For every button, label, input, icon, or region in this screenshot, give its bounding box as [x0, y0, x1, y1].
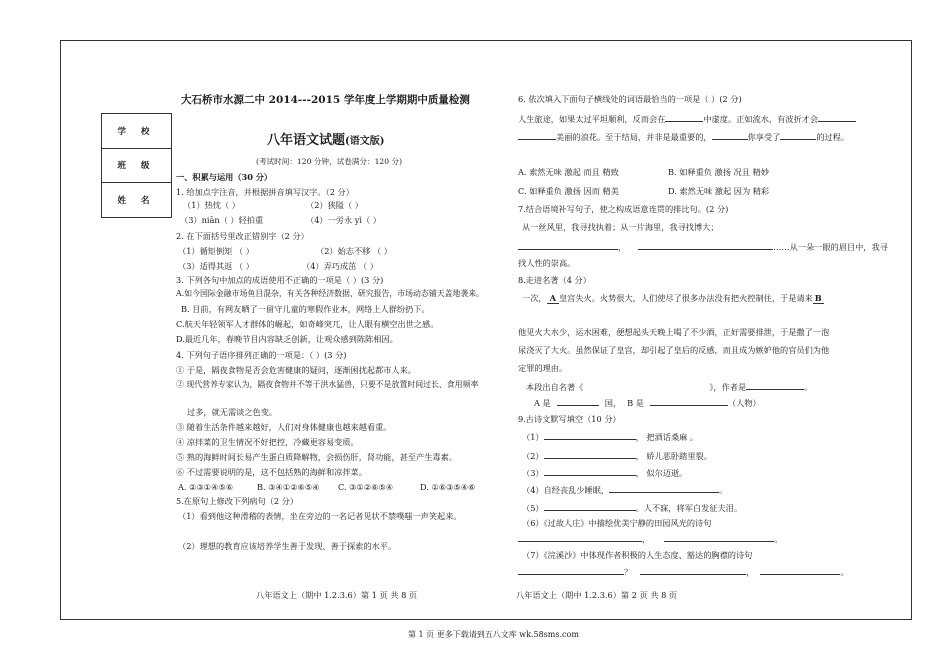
- q9-item-4: [522, 484, 727, 496]
- q6-line-1-a: 人生旅途，如果太过平坦顺利，反而会在: [518, 114, 666, 124]
- q8-source-c: 。: [804, 382, 813, 392]
- q2-c: （3）适得其返 （ ）: [178, 261, 254, 271]
- class-cell: 班 级: [102, 149, 171, 184]
- q6-line-1-b: 中虚度。正如流水，有波折才会: [703, 114, 819, 124]
- q9-7-end: 。: [840, 567, 849, 577]
- q3-option-d: D.最近几年，春晚节目内容缺乏创新，让观众感到陈陈相因。: [176, 334, 398, 344]
- q9-3-text: ， 似尔迈逝。: [635, 468, 688, 478]
- q9-item-3: [522, 467, 687, 479]
- q7-blank-2[interactable]: [638, 241, 773, 250]
- q9-5-num: （5）: [522, 503, 544, 513]
- q8-ab-d: （人物）: [727, 398, 761, 408]
- q6-blank-3[interactable]: [518, 131, 556, 140]
- q9-6-blank-1[interactable]: [518, 533, 642, 542]
- q2-a: （1）循矩倒矩 （ ）: [178, 246, 254, 256]
- q8-para-1-a: 一次，: [522, 293, 547, 303]
- q9-6-blank-2[interactable]: [664, 533, 774, 542]
- q6-line-1: [518, 113, 856, 125]
- q8-source: [526, 381, 812, 393]
- q7-blank-1[interactable]: [518, 241, 618, 250]
- q8-para-4: 定罪的理由。: [518, 363, 568, 373]
- q6-line-2-a: 美丽的浪花。至于结局，并非是最重要的，: [556, 132, 712, 142]
- q8-a-blank[interactable]: [557, 397, 599, 406]
- q6-option-c: C. 如释重负 激扬 因而 精美: [518, 186, 619, 196]
- q9-4-end: 。: [719, 485, 728, 495]
- q9-5-text: 。人不寐，将军白发征夫泪。: [635, 503, 743, 513]
- q9-7-q: ？: [624, 567, 633, 577]
- question-6: 6. 依次填入下面句子横线处的词语最恰当的一项是（ ）(2 分): [518, 94, 742, 104]
- q9-6-comma: ，: [642, 534, 651, 544]
- q5-sentence-1: （1）看到他这种滑稽的表情，坐在旁边的一名记者见状不禁噗嗤一声笑起来。: [178, 511, 462, 521]
- name-cell: 姓 名: [117, 195, 156, 206]
- q4-option-a: A. ②③①④⑤⑥: [178, 482, 234, 492]
- q6-option-d: D. 索然无味 激起 因为 精彩: [668, 186, 770, 196]
- q9-1-blank[interactable]: [544, 431, 636, 440]
- question-3: 3. 下列各句中加点的成语使用不正确的一项是（ ）(3 分): [176, 275, 384, 285]
- q8-para-2: 他见火大水少，运水困难，便想起头天晚上喝了不少酒，正好需要排泄，于是撒了一泡: [518, 327, 830, 337]
- q9-3-num: （3）: [522, 468, 544, 478]
- q8-para-1-b: 皇宫失火。火势很大，人们使尽了很多办法没有把火控制住，于是请来: [558, 293, 813, 303]
- q9-7-blank-3[interactable]: [760, 566, 840, 575]
- q9-5-blank[interactable]: [544, 502, 636, 511]
- q9-item-7-blanks: [518, 566, 849, 578]
- q8-ab-b: 国，: [604, 398, 622, 408]
- question-9: 9.古诗文默写填空（10 分）: [518, 414, 621, 424]
- q9-1-num: （1）: [522, 432, 544, 442]
- q8-ab-a: A 是: [534, 398, 551, 408]
- q4-option-d: D. ①⑥③⑤④⑥: [420, 482, 476, 492]
- q6-line-2-b: 你享受了: [747, 132, 781, 142]
- left-page-footer: 八年语文上（期中 1.2.3.6）第 1 页 共 8 页: [256, 590, 418, 600]
- q7-line-1: 从一丝风里，我寻找执着；从一片海里，我寻找博大；: [522, 222, 719, 232]
- q7-line-2-a: ，: [618, 242, 627, 252]
- q9-2-text: ， 娇儿恶卧踏里裂。: [635, 451, 712, 461]
- q8-source-a: 本段出自名著《: [526, 382, 584, 392]
- q9-item-6: （6）《过故人庄》中描绘优美宁静的田园风光的诗句: [522, 518, 712, 528]
- q4-option-b: B. ③④①②⑥⑤④: [257, 482, 320, 492]
- q8-b-blank[interactable]: [650, 397, 728, 406]
- q6-line-2: [518, 131, 849, 143]
- q4-item-6: ⑥ 不过需要说明的是，这不包括熟的海鲜和凉拌菜。: [176, 467, 367, 477]
- q4-item-3: ③ 随着生活条件越来越好，人们对身体健康也越来越看重。: [176, 422, 392, 432]
- school-cell: 学 校: [102, 114, 171, 149]
- q9-2-num: （2）: [522, 451, 544, 461]
- q8-author-blank[interactable]: [746, 381, 804, 390]
- question-8: 8.走进名著（4 分）: [518, 275, 591, 285]
- q9-3-blank[interactable]: [544, 467, 636, 476]
- q7-line-2-b: ……从一朵一眼的眉目中，我寻: [773, 242, 888, 252]
- question-4: 4. 下列句子语序排列正确的一项是：（ ）(3 分): [176, 350, 347, 360]
- q2-d: （4）弄巧成茁 （ ）: [302, 261, 378, 271]
- school-title: 大石桥市水源二中 2014---2015 学年度上学期期中质量检测: [181, 94, 470, 106]
- q4-item-2: ② 现代营养专家认为，隔夜食物并不等于洪水猛兽，只要不是放置时间过长、食用频率: [176, 380, 479, 389]
- q6-option-b: B. 如释重负 激扬 况且 精妙: [668, 167, 769, 177]
- q3-option-b: B. 目前，有网友晒了一留守儿童的寒假作业本，网络上人群纷扔下。: [181, 304, 430, 314]
- right-page-footer: 八年语文上（期中 1.2.3.6）第 2 页 共 8 页: [516, 590, 678, 600]
- q9-item-6-blanks: [518, 533, 782, 545]
- q9-item-7: （7）《浣溪沙》中体现作者积极的人生态度、豁达的胸襟的诗句: [522, 550, 753, 560]
- question-2: 2. 在下面括号里改正错别字（2 分）: [176, 231, 309, 241]
- q8-ab-c: B 是: [627, 398, 644, 408]
- q7-line-3: 找人性的崇高。: [518, 258, 576, 268]
- q9-item-5: [522, 502, 742, 514]
- exam-meta: (考试时间：120 分钟，试卷满分：120 分): [256, 157, 403, 166]
- q9-1-text: ， 把酒话桑麻 。: [635, 432, 699, 442]
- q7-line-2: [518, 241, 888, 253]
- q8-mark-a: A: [547, 293, 559, 304]
- section-1-heading: 一、积累与运用（30 分）: [176, 172, 273, 182]
- q9-6-end: 。: [774, 534, 783, 544]
- q1-c: （3）niān（ ）轻拍重: [180, 215, 264, 225]
- q9-item-1: [522, 431, 698, 443]
- question-1: 1. 给加点字注音，并根据拼音填写汉字。（2 分）: [176, 187, 354, 197]
- question-7: 7.结合语境补写句子，使之构成语意连贯的排比句。(2 分): [518, 204, 729, 214]
- exam-version: (语文版): [345, 136, 385, 147]
- q8-mark-b: B: [814, 293, 822, 303]
- q8-para-3: 尿浇灭了大火。虽然保证了皇宫，却引起了皇后的反感，而且成为嫉妒他的官员们为他: [518, 345, 830, 355]
- q9-4-text: （4）自经丧乱少睡眠，: [522, 485, 610, 495]
- exam-title-main: 八年语文试题: [267, 133, 346, 148]
- q9-4-blank[interactable]: [609, 484, 719, 493]
- q9-7-blank-1[interactable]: [518, 566, 624, 575]
- q8-para-1: [522, 293, 824, 304]
- q6-blank-4[interactable]: [712, 131, 748, 140]
- q3-option-c: C.航天年轻领军人才群体的崛起，如奇峰突兀，让人眼有横空出世之感。: [176, 319, 439, 329]
- q1-a: （1）热忱（ ）: [183, 200, 240, 210]
- q6-blank-5[interactable]: [780, 131, 816, 140]
- q6-blank-2[interactable]: [818, 113, 856, 122]
- q9-item-2: [522, 450, 712, 462]
- q4-item-1: ① 于是，隔夜食物是否会危害健康的疑问，逐渐困扰起都市人来。: [176, 365, 417, 375]
- q9-7-comma: ，: [746, 567, 755, 577]
- q9-7-blank-2[interactable]: [640, 566, 746, 575]
- q8-ab: [534, 397, 761, 409]
- q4-option-c: C. ③①②⑥⑤④: [338, 482, 394, 492]
- q2-b: （2）始志不移 （ ）: [316, 246, 392, 256]
- student-info-table: [101, 113, 172, 218]
- q9-2-blank[interactable]: [544, 450, 636, 459]
- download-footer: 第 1 页 更多下载请到五八文库 wk.58sms.com: [408, 630, 579, 639]
- q3-option-a: A.如今国际金融市场鱼目混杂，有关各种经济数据、研究报告，市场动态铺天盖地袭来。: [176, 289, 485, 298]
- question-5: 5.在原句上修改下列病句（2 分）: [176, 496, 299, 506]
- q1-b: （2）狭隘（ ）: [306, 200, 363, 210]
- q4-item-5: ⑤ 熟的海鲜时间长易产生蛋白质降解物，会损伤肝，肾功能，甚至产生毒素。: [176, 452, 457, 462]
- q6-blank-1[interactable]: [665, 113, 703, 122]
- q6-option-a: A. 索然无味 激起 而且 精致: [518, 167, 619, 177]
- q6-line-2-c: 的过程。: [816, 132, 850, 142]
- q1-d: （4）一労永 yì（ ）: [306, 215, 381, 225]
- q5-sentence-2: （2）理想的教育应该培养学生善于发现、善于探索的水平。: [178, 541, 397, 551]
- q4-item-2-cont: 过多，就无需谈之色变。: [187, 407, 278, 417]
- q4-item-4: ④ 凉拌菜的卫生情况不好把控，冷藏更容易变质。: [176, 437, 359, 447]
- exam-title: [267, 129, 384, 148]
- q8-source-b: 》，作者是: [709, 382, 747, 392]
